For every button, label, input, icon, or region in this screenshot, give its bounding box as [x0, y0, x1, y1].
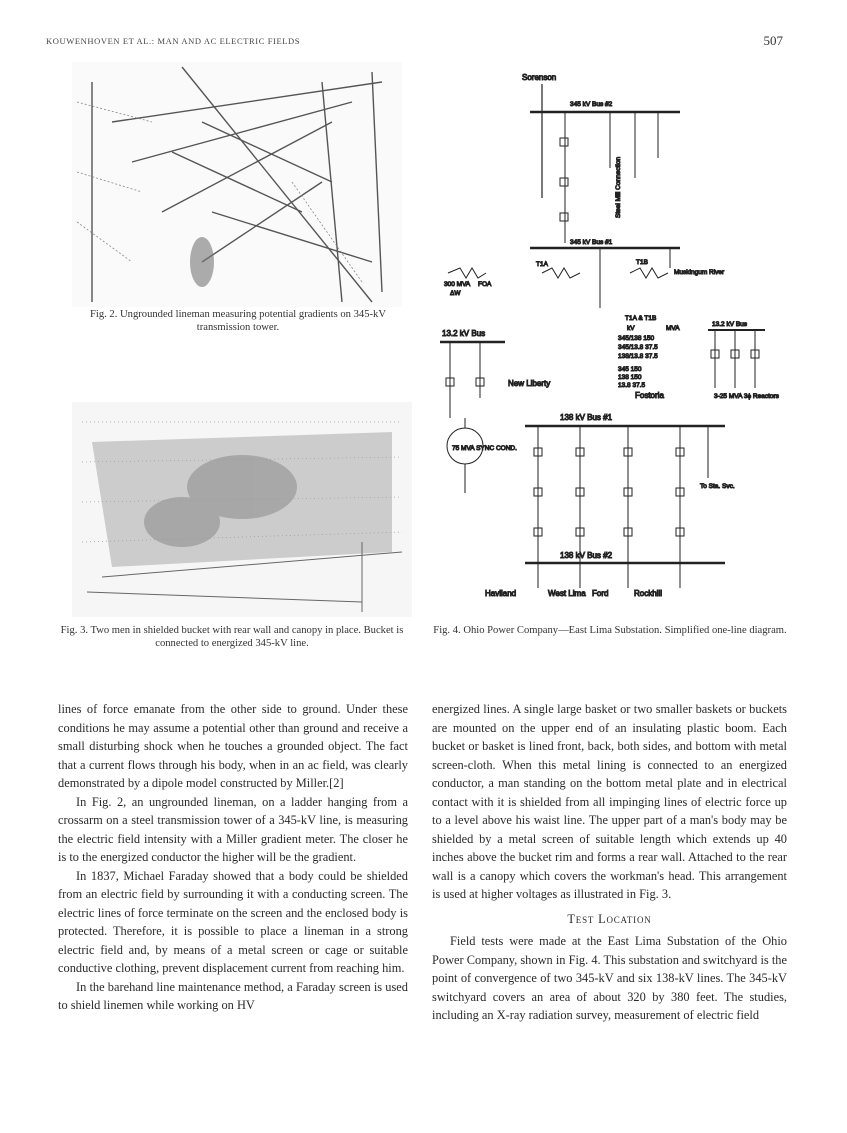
figure-2-photo [72, 62, 402, 307]
running-head: KOUWENHOVEN ET AL.: MAN AND AC ELECTRIC FIELDS [46, 36, 301, 46]
label-delta: ΔW [450, 290, 461, 297]
table-row-6: 13.8 37.5 [618, 382, 646, 389]
label-t1a: T1A [536, 261, 548, 268]
figure-3-caption: Fig. 3. Two men in shielded bucket with rear wall and canopy in place. Bucket is connected to energized 345-kV line. [60, 625, 404, 649]
left-paragraph-1: lines of force emanate from the other side to ground. Under these conditions he may assume a potential other than ground and receive a small disturbing shock when he touches a grounded object. The fact that a current flows through his body, when in an ac field, was clearly demonstrated by a dipole model constructed by Miller.[2] [58, 702, 408, 790]
left-paragraph-2: In Fig. 2, an ungrounded lineman, on a ladder hanging from a crossarm on a steel transmission tower of a 345-kV line, is measuring the electric field intensity with a Miller gradient meter. The closer he is to the energized conductor the higher will be the gradient. [58, 794, 408, 864]
figure-3-photo [72, 402, 412, 617]
label-haviland: Haviland [485, 589, 517, 598]
label-reactors-a: 3-25 MVA 3ϕ Reactors [714, 393, 779, 400]
table-row-5: 138 150 [618, 374, 642, 381]
label-muskingum: Muskingum River [674, 269, 725, 276]
label-bus1-345: 345 kV Bus #1 [570, 239, 613, 246]
label-sync-cond: 75 MVA SYNC COND. [452, 445, 517, 452]
table-row-1: 345/138 150 [618, 335, 655, 342]
label-bus1-138: 138 kV Bus #1 [560, 413, 613, 422]
label-300mva: 300 MVA [444, 281, 471, 288]
label-bus2-345: 345 kV Bus #2 [570, 101, 613, 108]
right-paragraph-2: Field tests were made at the East Lima Substation of the Ohio Power Company, shown in Fig. 4. This substation and switchyard is the point of convergence of two 345-kV and six 138-kV lines. The 345-kV switchyard covers an area of about 320 by 380 feet. The studies, including an X-ray radiation survey, measurement of electric field [432, 934, 787, 1022]
label-bus2-138: 138 kV Bus #2 [560, 551, 613, 560]
label-new-liberty: New Liberty [508, 379, 551, 388]
table-row-4: 345 150 [618, 366, 642, 373]
label-t1b: T1B [636, 259, 648, 266]
label-foa: FOA [478, 281, 492, 288]
table-row-3: 138/13.8 37.5 [618, 353, 658, 360]
label-sorenson: Sorenson [522, 73, 557, 82]
figure-2-caption: Fig. 2. Ungrounded lineman measuring potential gradients on 345-kV transmission tower. [90, 309, 386, 333]
figure-4-caption: Fig. 4. Ohio Power Company—East Lima Substation. Simplified one-line diagram. [433, 625, 787, 636]
section-title: Test Location [567, 911, 652, 926]
label-13-2kv-bus: 13.2 kV Bus [442, 329, 486, 338]
right-paragraph-1: energized lines. A single large basket or two smaller baskets or buckets are mounted on the upper end of an insulating plastic boom. Each bucket or basket is lined front, back, both sides, and bottom with metal screen-cloth. When this metal lining is connected to an energized conductor, a man standing on the bottom metal plate and in electrical contact with it is shielded from all impinging lines of electric force up to a level above his waist line. The upper part of a man's body may be shielded by a metal screen of suitable length which extends up 40 inches above the bucket rim and forms a rear wall. Attached to the rear wall is a canopy which covers the workman's head. This arrangement is used at higher voltages as illustrated in Fig. 3. [432, 702, 787, 901]
label-west-lima: West Lima [548, 589, 586, 598]
left-column [58, 700, 408, 1015]
label-table-mva: MVA [666, 325, 680, 332]
table-row-2: 345/13.8 37.5 [618, 344, 658, 351]
label-13-2kv-bus-b: 13.2 kV Bus [712, 321, 748, 328]
label-fostoria: Fostoria [635, 391, 664, 400]
label-table-title: T1A & T1B [625, 315, 657, 322]
right-column [432, 700, 787, 1025]
page-number: 507 [763, 33, 783, 48]
label-steel-mill: Steel Mill Connection [615, 156, 622, 218]
label-sta-svc: To Sta. Svc. [700, 483, 735, 490]
label-rockhill: Rockhill [634, 589, 663, 598]
figure-4-diagram [430, 68, 790, 613]
label-table-kv: kV [627, 325, 635, 332]
label-ford: Ford [592, 589, 609, 598]
left-paragraph-4: In the barehand line maintenance method, a Faraday screen is used to shield linemen while working on HV [58, 979, 408, 1012]
left-paragraph-3: In 1837, Michael Faraday showed that a body could be shielded from an electric field by surrounding it with a conducting screen. The electric lines of force terminate on the screen and the enclosed body is protected. Therefore, it is possible to place a lineman in a strong electric field and, by means of a metal screen or cage or suitable conductive clothing, prevent displacement current from reaching him. [58, 868, 408, 975]
